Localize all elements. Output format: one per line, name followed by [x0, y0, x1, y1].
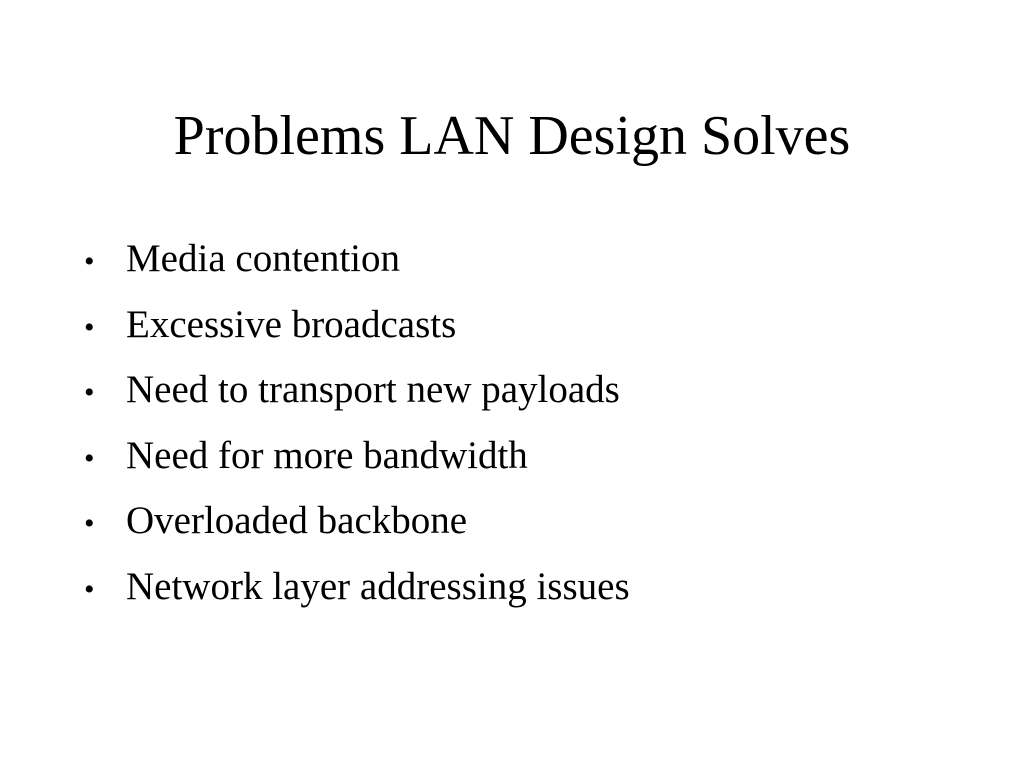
bullet-marker: •: [84, 245, 95, 278]
bullet-text: Excessive broadcasts: [126, 302, 457, 346]
bullet-item: [84, 488, 630, 554]
bullet-text: Media contention: [126, 237, 401, 280]
bullet-text: Network layer addressing issues: [126, 564, 630, 608]
bullet-item: [84, 357, 630, 423]
bullet-text: Need to transport new payloads: [126, 368, 620, 411]
bullet-item: [84, 292, 630, 358]
bullet-list: [84, 226, 630, 619]
bullet-item: [84, 554, 630, 620]
slide-title: Problems LAN Design Solves: [173, 105, 851, 167]
bullet-item: [84, 423, 630, 489]
bullet-text: Overloaded backbone: [126, 499, 468, 542]
bullet-item: [84, 226, 630, 292]
bullet-marker: •: [84, 507, 95, 540]
bullet-text: Need for more bandwidth: [126, 433, 528, 477]
bullet-marker: •: [84, 441, 95, 475]
bullet-marker: •: [84, 310, 95, 344]
bullet-marker: •: [84, 572, 95, 606]
bullet-marker: •: [84, 376, 95, 409]
